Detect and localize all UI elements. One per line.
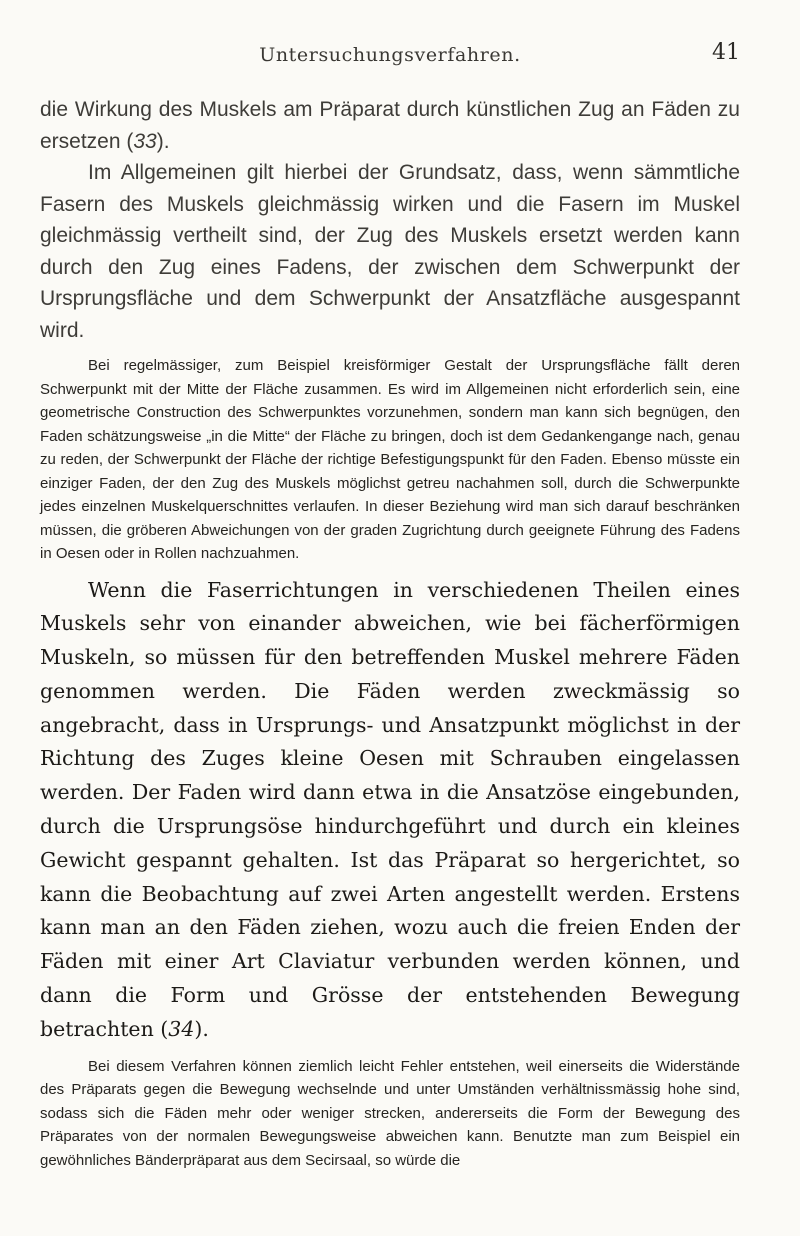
note-paragraph-errors: Bei diesem Verfahren können ziemlich leicht Fehler entstehen, weil einerseits die Widerstände des Präparats gegen die Bewegung wechselnde und unter Umständen verhältnissmässig hohe sind, sodass sich die Fäden mehr oder weniger strecken, andererseits die Form der Bewegung des Präparates von der normalen Bewegungsweise abweichen kann. Benutzte man zum Beispiel ein gewöhnliches Bänderpräparat aus dem Secirsaal, so würde die: [40, 1057, 740, 1169]
paragraph-text: die Wirkung des Muskels am Präparat durch künstlichen Zug an Fäden zu ersetzen (: [40, 98, 740, 153]
reference-number: 33: [133, 129, 157, 153]
paragraph-text-end: ).: [156, 129, 170, 153]
book-page: [40, 0, 740, 1236]
body-text: [40, 94, 740, 1172]
running-head: [40, 0, 740, 66]
paragraph-text-end: ).: [194, 1016, 209, 1041]
paragraph-fiber-directions: [40, 574, 740, 1047]
reference-number: 34: [168, 1016, 195, 1041]
page-number: 41: [712, 40, 740, 65]
paragraph-continuation: [40, 94, 740, 157]
paragraph-text: Wenn die Faserrichtungen in verschiedenen Theilen eines Muskels sehr von einander abweichen, wie bei fächerförmigen Muskeln, so müssen für den betreffenden Muskel mehrere Fäden genommen werden. Die Fäden werden zweckmässig so angebracht, dass in Ursprungs- und Ansatzpunkt möglichst in der Richtung des Zuges kleine Oesen mit Schrauben eingelassen werden. Der Faden wird dann etwa in die Ansatzöse eingebunden, durch die Ursprungsöse hindurchgeführt und durch ein kleines Gewicht gespannt gehalten. Ist das Präparat so hergerichtet, so kann die Beobachtung auf zwei Arten angestellt werden. Erstens kann man an den Fäden ziehen, wozu auch die freien Enden der Fäden mit einer Art Claviatur verbunden werden können, und dann die Form und Grösse der entstehenden Bewegung betrachten (: [40, 577, 740, 1041]
paragraph-principle: Im Allgemeinen gilt hierbei der Grundsatz, dass, wenn sämmtliche Fasern des Muskels gleichmässig wirken und die Fasern im Muskel gleichmässig vertheilt sind, der Zug des Muskels ersetzt werden kann durch den Zug eines Fadens, der zwischen dem Schwerpunkt der Ursprungsfläche und dem Schwerpunkt der Ansatzfläche ausgespannt wird.: [40, 161, 740, 342]
note-paragraph-centroid: Bei regelmässiger, zum Beispiel kreisförmiger Gestalt der Ursprungsfläche fällt deren Schwerpunkt mit der Mitte der Fläche zusammen. Es wird im Allgemeinen nicht erforderlich sein, eine geometrische Construction des Schwerpunktes vorzunehmen, sondern man kann sich begnügen, den Faden schätzungsweise „in die Mitte“ der Fläche zu bringen, doch ist dem Gedankengange nach, genau zu reden, der Schwerpunkt der Fläche der richtige Befestigungspunkt für den Faden. Ebenso müsste ein einziger Faden, der den Zug des Muskels möglichst getreu nachahmen soll, durch die Schwerpunkte jedes einzelnen Muskelquerschnittes verlaufen. In dieser Beziehung wird man sich darauf beschränken müssen, die gröberen Abweichungen von der graden Zugrichtung durch geeignete Führung des Fadens in Oesen oder in Rollen nachzuahmen.: [40, 357, 740, 562]
running-title: Untersuchungsverfahren.: [259, 44, 521, 66]
